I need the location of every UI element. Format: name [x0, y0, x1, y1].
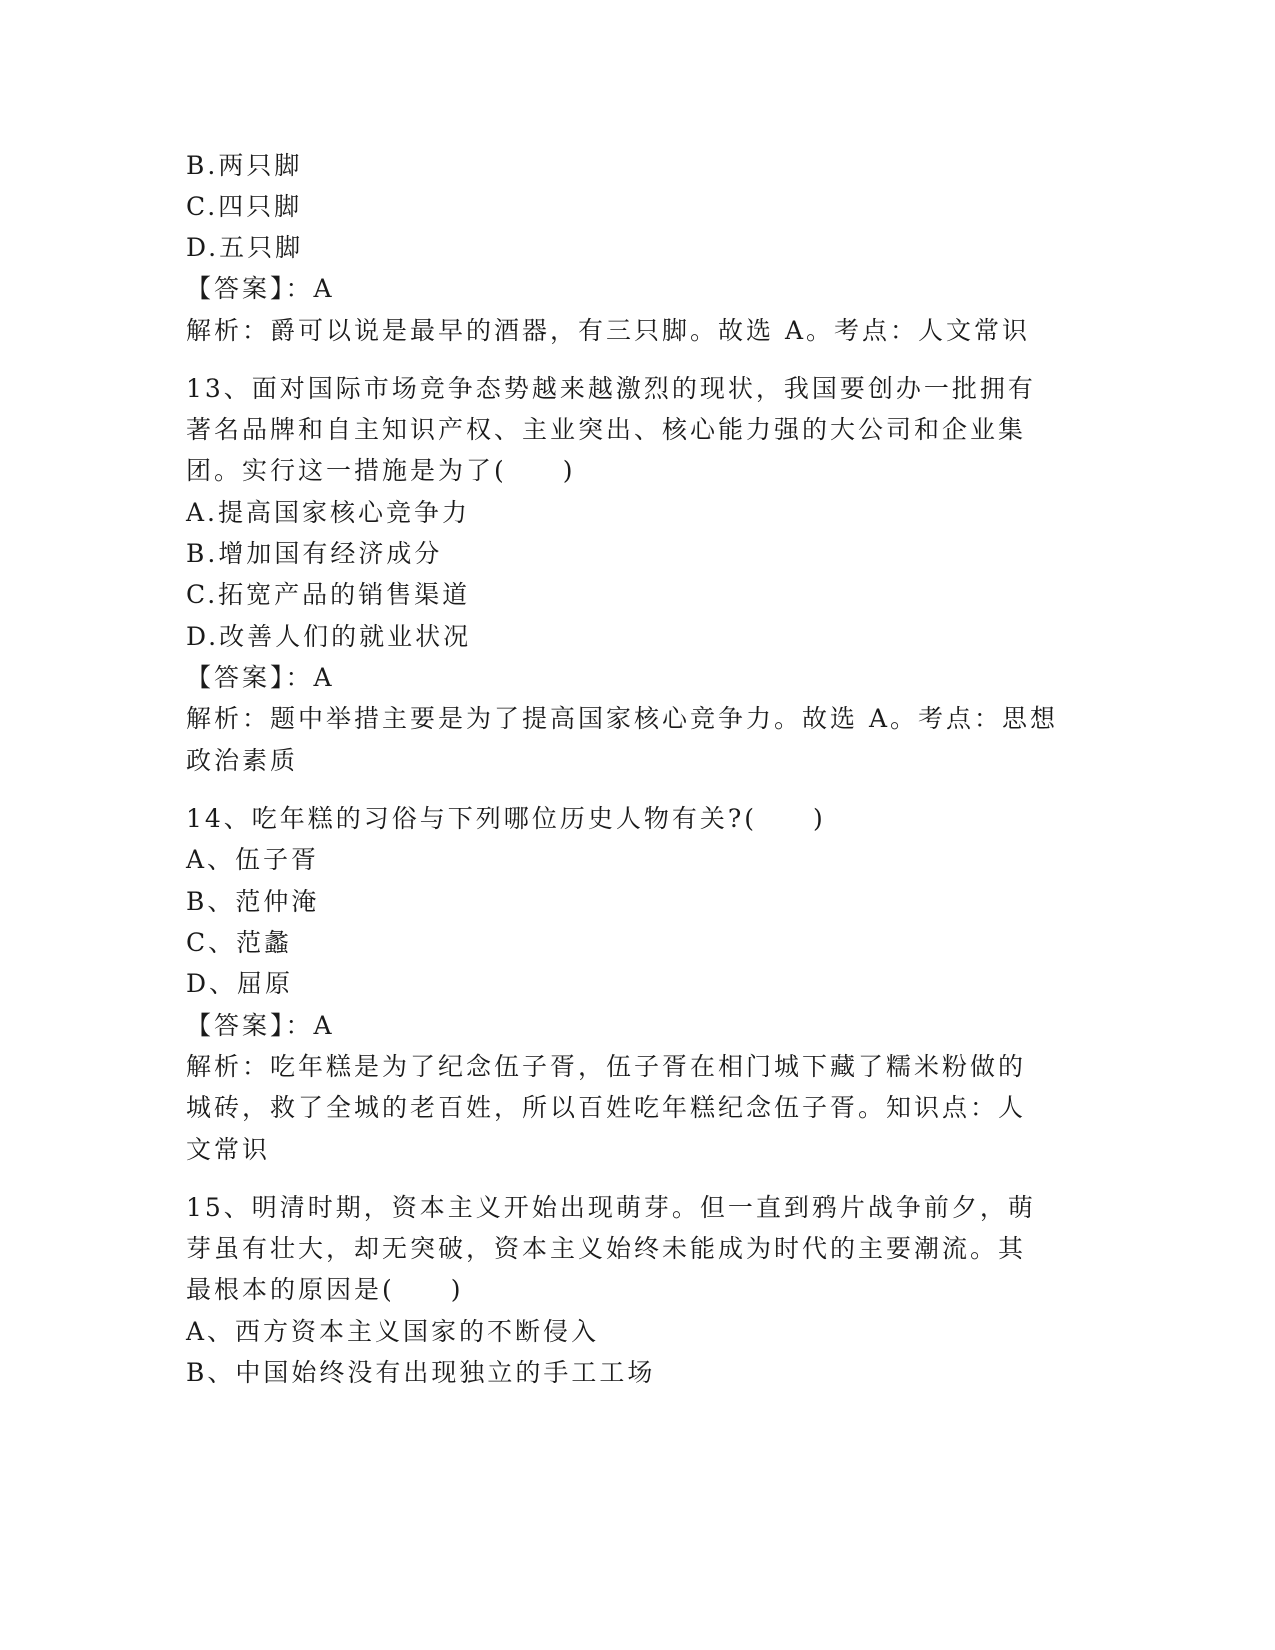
explanation-line: 解析：爵可以说是最早的酒器，有三只脚。故选 A。考点：人文常识: [186, 316, 1031, 345]
question-15-line-3: 最根本的原因是( ): [186, 1275, 464, 1304]
option-b-line: B.两只脚: [186, 151, 303, 180]
option-c-line: C、范蠡: [186, 928, 293, 957]
answer-line: 【答案】：A: [186, 1011, 335, 1040]
explanation-line-3: 文常识: [186, 1135, 271, 1164]
option-b-line: B、范仲淹: [186, 887, 320, 916]
explanation-line-2: 城砖，救了全城的老百姓，所以百姓吃年糕纪念伍子胥。知识点：人: [186, 1093, 1027, 1122]
option-d-line: D、屈原: [186, 969, 294, 998]
option-b-line: B.增加国有经济成分: [186, 539, 443, 568]
explanation-line-1: 解析：吃年糕是为了纪念伍子胥，伍子胥在相门城下藏了糯米粉做的: [186, 1052, 1027, 1081]
explanation-line-2: 政治素质: [186, 746, 299, 775]
question-14-line-1: 14、吃年糕的习俗与下列哪位历史人物有关?( ): [186, 804, 826, 833]
option-d-line: D.五只脚: [186, 233, 304, 262]
option-c-line: C.四只脚: [186, 192, 303, 221]
question-15-line-2: 芽虽有壮大，却无突破，资本主义始终未能成为时代的主要潮流。其: [186, 1234, 1027, 1263]
option-a-line: A、伍子胥: [186, 845, 320, 874]
question-13-line-2: 著名品牌和自主知识产权、主业突出、核心能力强的大公司和企业集: [186, 415, 1027, 444]
option-c-line: C.拓宽产品的销售渠道: [186, 580, 471, 609]
explanation-line-1: 解析：题中举措主要是为了提高国家核心竞争力。故选 A。考点：思想: [186, 704, 1059, 733]
question-15-line-1: 15、明清时期，资本主义开始出现萌芽。但一直到鸦片战争前夕，萌: [186, 1193, 1036, 1222]
answer-line: 【答案】：A: [186, 663, 335, 692]
option-d-line: D.改善人们的就业状况: [186, 622, 472, 651]
question-13-line-3: 团。实行这一措施是为了( ): [186, 456, 576, 485]
option-a-line: A.提高国家核心竞争力: [186, 498, 471, 527]
option-a-line: A、西方资本主义国家的不断侵入: [186, 1317, 600, 1346]
answer-line: 【答案】：A: [186, 274, 335, 303]
question-13-line-1: 13、面对国际市场竞争态势越来越激烈的现状，我国要创办一批拥有: [186, 374, 1036, 403]
option-b-line: B、中国始终没有出现独立的手工工场: [186, 1358, 656, 1387]
